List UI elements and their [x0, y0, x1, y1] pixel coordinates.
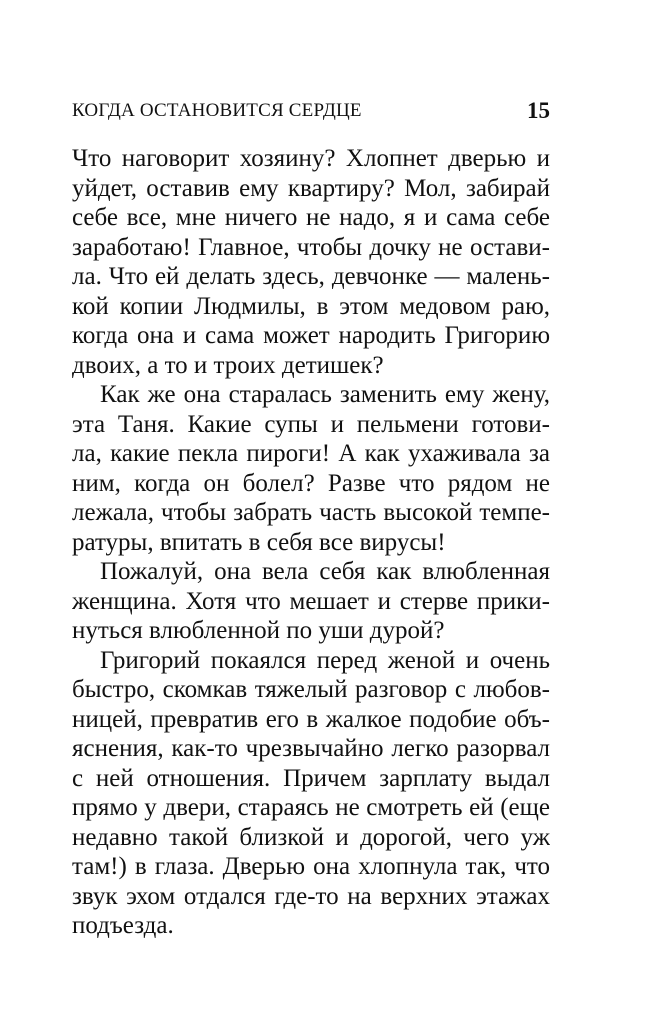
text-line: недавно такой близкой и дорогой, чего уж — [72, 823, 550, 851]
text-line: прямо у двери, стараясь не смотреть ей (еще — [72, 794, 550, 821]
paragraph — [72, 646, 550, 941]
text-line: нуться влюбленной по уши дурой? — [72, 617, 445, 644]
text-line: ним, когда он болел? Разве что рядом не — [72, 469, 550, 497]
page-number: 15 — [527, 98, 550, 123]
body-text — [72, 144, 550, 941]
text-line: там!) в глаза. Дверью она хлопнула так, что — [72, 853, 550, 880]
paragraph — [72, 380, 550, 557]
running-head — [72, 98, 550, 128]
text-line: звук эхом отдался где-то на верхних этажах — [72, 882, 550, 910]
text-line: подъезда. — [72, 912, 174, 939]
text-line: себе все, мне ничего не надо, я и сама себе — [72, 204, 550, 231]
text-line: быстро, скомкав тяжелый разговор с любов- — [72, 676, 550, 703]
text-line: Что наговорит хозяину? Хлопнет дверью и — [72, 145, 550, 172]
text-line: уйдет, оставив ему квартиру? Мол, забирай — [72, 174, 550, 202]
text-line: ла, какие пекла пироги! А как ухаживала за — [72, 440, 550, 467]
text-line: ницей, превратив его в жалкое подобие объ- — [72, 705, 550, 733]
text-line: ла. Что ей делать здесь, девчонке — малень- — [72, 263, 550, 290]
paragraph — [72, 557, 550, 646]
text-line: Как же она старалась заменить ему жену, — [100, 381, 550, 408]
text-line: яснения, как-то чрезвычайно легко разорвал — [72, 735, 550, 762]
text-line: женщина. Хотя что мешает и стерве прики- — [72, 587, 550, 615]
text-line: эта Таня. Какие супы и пельмени готови- — [72, 410, 550, 438]
text-line: лежала, чтобы забрать часть высокой темпе- — [72, 499, 550, 526]
text-line: с ней отношения. Причем зарплату выдал — [72, 764, 550, 792]
text-line: Григорий покаялся перед женой и очень — [100, 646, 550, 674]
paragraph — [72, 144, 550, 380]
text-line: двоих, а то и троих детишек? — [72, 351, 384, 379]
text-line: заработаю! Главное, чтобы дочку не остави- — [72, 233, 550, 261]
text-line: Пожалуй, она вела себя как влюбленная — [100, 558, 550, 585]
text-line: ратуры, впитать в себя все вирусы! — [72, 528, 446, 556]
book-title: КОГДА ОСТАНОВИТСЯ СЕРДЦЕ — [72, 100, 362, 121]
text-line: когда она и сама может народить Григорию — [72, 322, 550, 349]
text-line: кой копии Людмилы, в этом медовом раю, — [72, 292, 550, 320]
